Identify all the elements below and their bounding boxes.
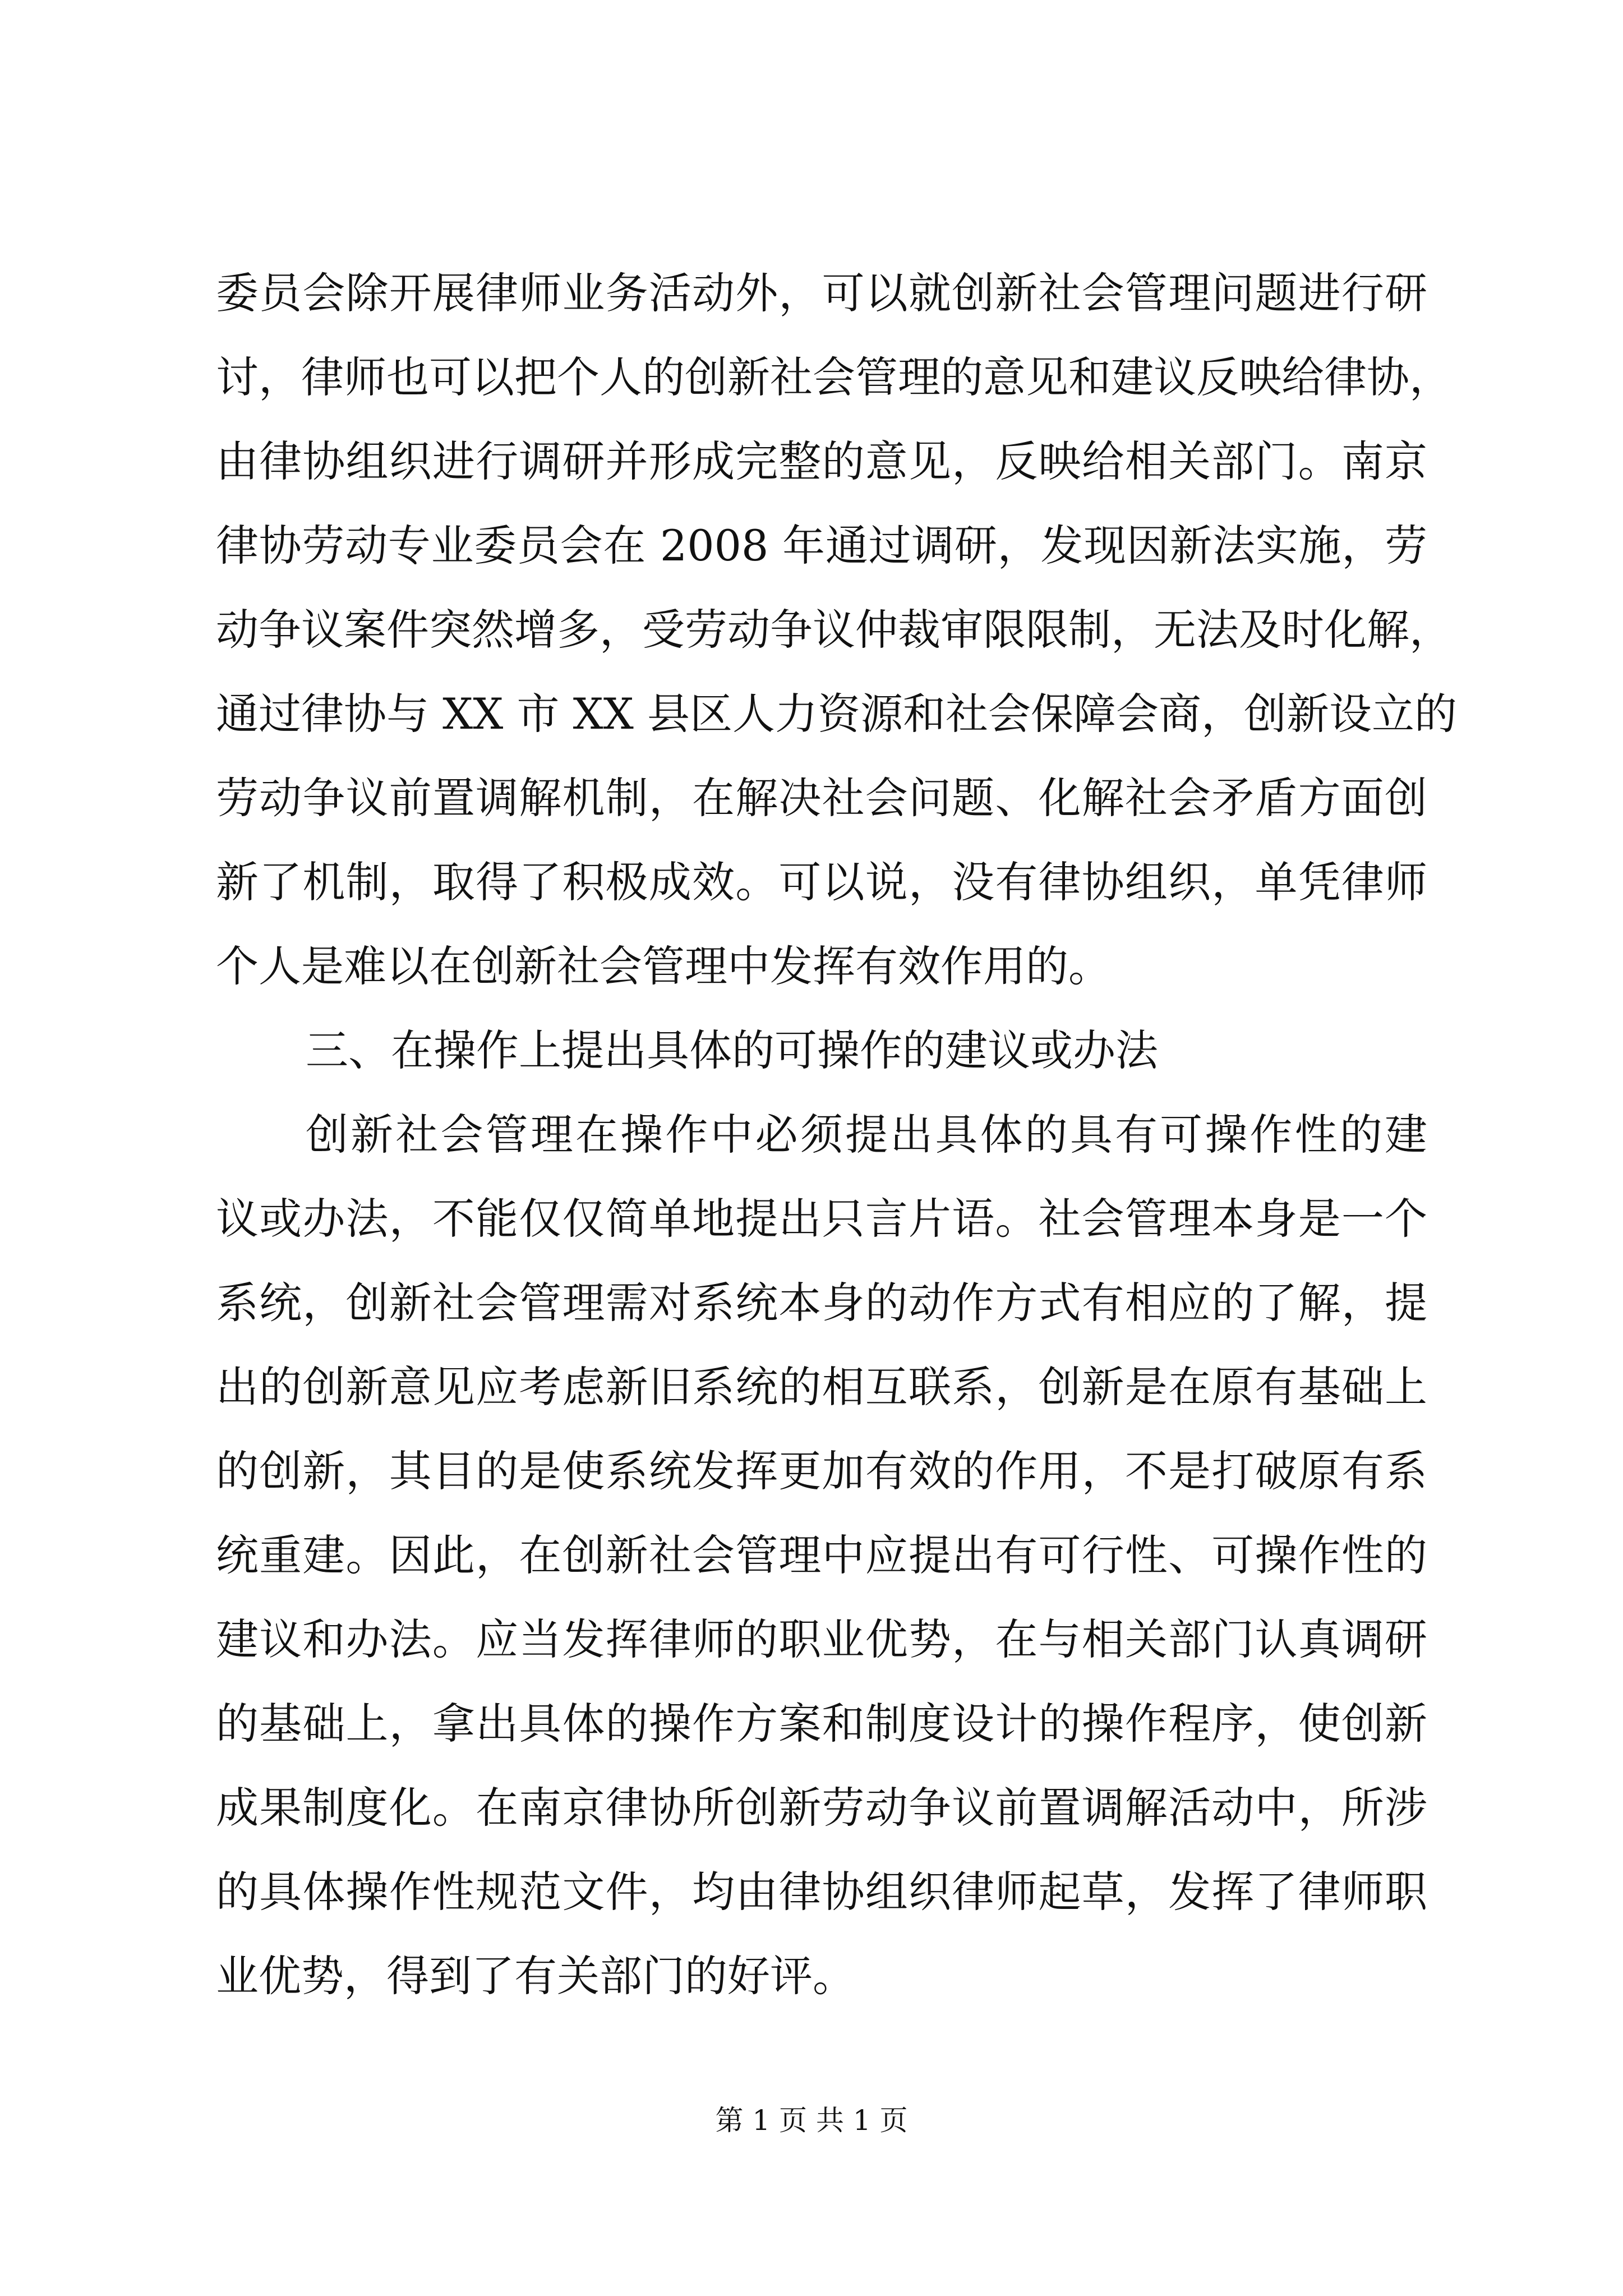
paragraph-2-line: 创新社会管理在操作中必须提出具体的具有可操作性的建: [306, 1110, 1427, 1159]
paragraph-2-line: 系统，创新社会管理需对系统本身的动作方式有相应的了解，提: [216, 1278, 1427, 1328]
paragraph-1-line: 委员会除开展律师业务活动外，可以就创新社会管理问题进行研: [216, 268, 1427, 318]
paragraph-2-line: 统重建。因此，在创新社会管理中应提出有可行性、可操作性的: [216, 1530, 1427, 1580]
paragraph-1-line: 通过律协与 XX 市 XX 县区人力资源和社会保障会商，创新设立的: [216, 689, 1458, 739]
paragraph-1-line: 动争议案件突然增多，受劳动争议仲裁审限限制，无法及时化解，: [216, 605, 1452, 655]
page-number-footer: 第 1 页 共 1 页: [715, 2104, 908, 2137]
paragraph-1-line: 新了机制，取得了积极成效。可以说，没有律协组织，单凭律师: [216, 857, 1427, 907]
paragraph-2-line: 的具体操作性规范文件，均由律协组织律师起草，发挥了律师职: [216, 1867, 1427, 1917]
paragraph-2-line: 的基础上，拿出具体的操作方案和制度设计的操作程序，使创新: [216, 1699, 1427, 1749]
paragraph-2-line: 建议和办法。应当发挥律师的职业优势，在与相关部门认真调研: [216, 1614, 1427, 1664]
paragraph-2-line: 成果制度化。在南京律协所创新劳动争议前置调解活动中，所涉: [216, 1783, 1427, 1833]
paragraph-1-line: 由律协组织进行调研并形成完整的意见，反映给相关部门。南京: [216, 436, 1427, 486]
paragraph-1-line: 个人是难以在创新社会管理中发挥有效作用的。: [216, 941, 1111, 991]
paragraph-2-line: 出的创新意见应考虑新旧系统的相互联系，创新是在原有基础上: [216, 1362, 1427, 1412]
paragraph-2-line: 业优势，得到了有关部门的好评。: [216, 1951, 855, 2001]
paragraph-2-line: 的创新，其目的是使系统发挥更加有效的作用，不是打破原有系: [216, 1446, 1427, 1496]
paragraph-1-line: 讨，律师也可以把个人的创新社会管理的意见和建议反映给律协，: [216, 352, 1452, 402]
section-heading: 三、在操作上提出具体的可操作的建议或办法: [306, 1025, 1158, 1075]
paragraph-2-line: 议或办法，不能仅仅简单地提出只言片语。社会管理本身是一个: [216, 1194, 1427, 1244]
paragraph-1-line: 劳动争议前置调解机制，在解决社会问题、化解社会矛盾方面创: [216, 773, 1427, 823]
document-body: [216, 251, 1458, 2018]
paragraph-1-line: 律协劳动专业委员会在 2008 年通过调研，发现因新法实施，劳: [216, 521, 1427, 570]
